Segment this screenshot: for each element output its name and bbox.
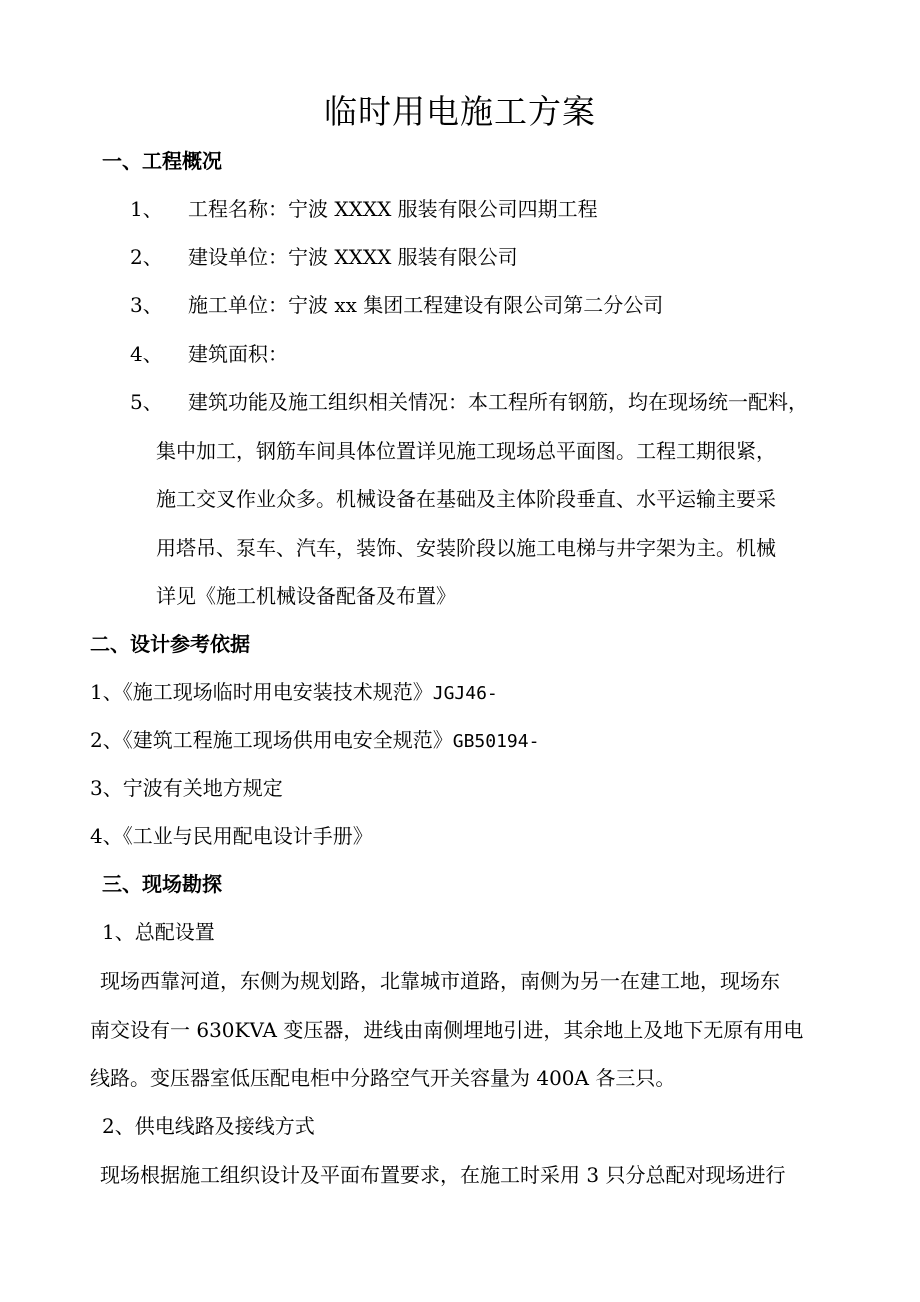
subsection-title-supply-lines: 2、供电线路及接线方式 [102,1114,315,1138]
item-number: 1、 [130,197,163,221]
reference-title: 3、宁波有关地方规定 [90,776,283,800]
reference-item [90,726,539,756]
reference-code: GB50194- [452,731,540,752]
construction-contractor: 施工单位：宁波 xx 集团工程建设有限公司第二分公司 [188,293,664,317]
section-heading-references: 二、设计参考依据 [90,632,250,656]
paragraph-line: 用塔吊、泵车、汽车，装饰、安装阶段以施工电梯与井字架为主。机械 [156,535,776,560]
item-number: 4、 [130,342,163,366]
building-function-paragraph [156,378,838,621]
paragraph-line: 线路。变压器室低压配电柜中分路空气开关容量为 400A 各三只。 [90,1066,676,1090]
section-heading-site-survey: 三、现场勘探 [102,872,222,896]
subsection-title-main-distribution: 1、总配设置 [102,920,215,944]
main-distribution-paragraph [90,957,835,1103]
paragraph-line: 施工交叉作业众多。机械设备在基础及主体阶段垂直、水平运输主要采 [156,487,776,511]
project-name: 工程名称：宁波 XXXX 服装有限公司四期工程 [188,197,598,221]
section-heading-overview: 一、工程概况 [102,149,222,173]
reference-title: 2、《建筑工程施工现场供用电安全规范》 [90,728,453,752]
item-number: 5、 [130,390,163,414]
reference-code: JGJ46- [432,683,498,704]
paragraph-line: 南交设有一 630KVA 变压器，进线由南侧埋地引进，其余地上及地下无原有用电 [90,1017,804,1042]
item-number: 2、 [130,245,163,269]
reference-title: 1、《施工现场临时用电安装技术规范》 [90,680,433,704]
paragraph-line: 详见《施工机械设备配备及布置》 [156,584,456,608]
reference-title: 4、《工业与民用配电设计手册》 [90,824,373,848]
reference-item [90,774,283,802]
item-number: 3、 [130,293,163,317]
reference-item [90,822,373,850]
paragraph-line: 现场根据施工组织设计及平面布置要求，在施工时采用 3 只分总配对现场进行 [100,1163,786,1187]
page-title: 临时用电施工方案 [324,92,596,131]
paragraph-line: 建筑功能及施工组织相关情况：本工程所有钢筋，均在现场统一配料， [188,390,808,414]
reference-item [90,678,498,708]
building-area: 建筑面积： [188,342,288,366]
paragraph-line: 现场西靠河道，东侧为规划路，北靠城市道路，南侧为另一在建工地，现场东 [100,969,780,993]
supply-lines-paragraph [90,1151,835,1200]
paragraph-line: 集中加工，钢筋车间具体位置详见施工现场总平面图。工程工期很紧， [156,438,776,463]
construction-owner: 建设单位：宁波 XXXX 服装有限公司 [188,245,518,269]
